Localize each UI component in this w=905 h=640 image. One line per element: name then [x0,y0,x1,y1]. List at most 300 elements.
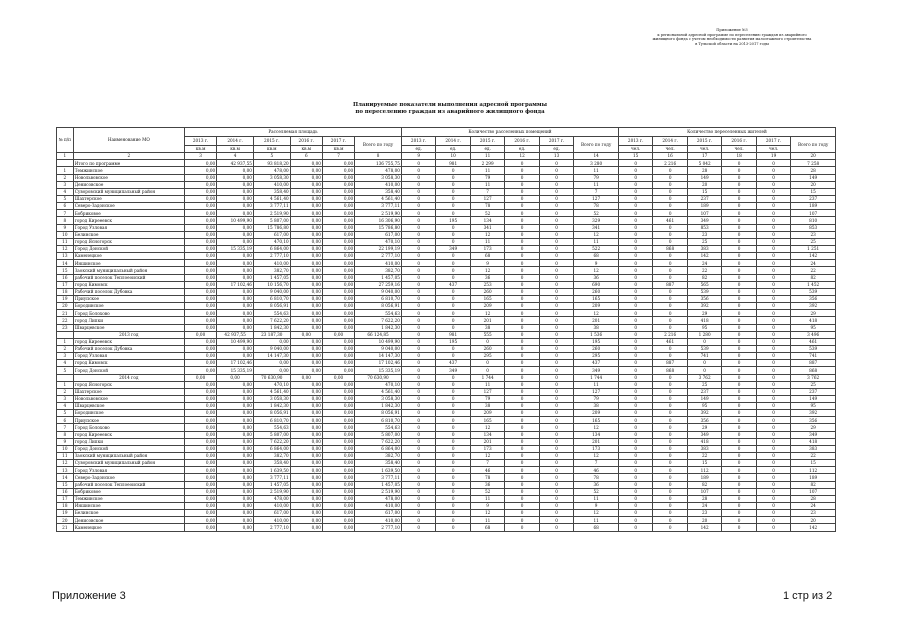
people-cell: 0 [653,395,687,402]
area-total-cell: 478,00 [355,495,402,502]
area-cell: 0,00 [290,338,322,345]
rooms-cell: 0 [401,474,435,481]
municipality-name: Суворовский муниципальный район [73,188,184,195]
table-row [57,288,836,295]
people-cell: 0 [618,374,652,381]
people-cell: 461 [653,217,687,224]
rooms-cell: 0 [539,517,573,524]
area-cell: 0,00 [253,360,290,367]
people-cell: 0 [653,274,687,281]
people-cell: 0 [722,217,756,224]
area-cell: 7 622,20 [253,317,290,324]
area-cell: 0,00 [322,224,354,231]
rooms-cell: 0 [505,410,539,417]
area-cell: 0,00 [290,310,322,317]
people-cell: 0 [722,238,756,245]
people-cell: 0 [722,274,756,281]
rooms-total-cell: 7 [574,460,619,467]
area-cell: 2 519,90 [253,488,290,495]
area-total-cell: 2 777,10 [355,524,402,531]
people-cell: 0 [618,438,652,445]
area-total-cell: 358,40 [355,460,402,467]
area-cell: 0,00 [184,317,216,324]
rooms-total-cell: 78 [574,474,619,481]
rooms-total-header: Всего по году [574,137,619,153]
rooms-total-cell: 12 [574,231,619,238]
area-cell: 0,00 [217,460,254,467]
people-total-cell: 25 [791,238,836,245]
rooms-cell: 0 [436,195,470,202]
people-cell: 0 [756,367,790,374]
people-cell: 0 [722,310,756,317]
rooms-cell: 173 [470,445,504,452]
people-cell: 0 [618,445,652,452]
people-cell: 0 [618,253,652,260]
people-cell: 0 [722,381,756,388]
people-cell: 24 [687,260,721,267]
people-cell: 29 [687,424,721,431]
people-cell: 0 [722,453,756,460]
people-cell: 237 [687,195,721,202]
rooms-cell: 0 [505,224,539,231]
rooms-cell: 0 [436,253,470,260]
row-number: 13 [57,467,74,474]
area-cell: 0,00 [290,188,322,195]
municipality-name: город Ясногорск [73,381,184,388]
rooms-cell: 68 [470,253,504,260]
area-cell: 0,00 [217,167,254,174]
row-number: 15 [57,267,74,274]
area-cell: 6 810,70 [253,417,290,424]
row-number: 19 [57,510,74,517]
rooms-cell: 0 [539,467,573,474]
rooms-cell: 0 [401,524,435,531]
rooms-cell: 0 [505,381,539,388]
people-cell: 5 042 [687,160,721,167]
people-cell: 0 [756,524,790,531]
row-number: 20 [57,303,74,310]
people-cell: 0 [653,503,687,510]
rooms-cell: 0 [401,410,435,417]
area-cell: 0,00 [184,374,216,381]
area-cell: 8 056,91 [253,303,290,310]
area-cell: 0,00 [184,338,216,345]
rooms-cell: 0 [505,510,539,517]
rooms-cell: 0 [401,253,435,260]
area-cell: 0,00 [322,295,354,302]
rooms-cell: 11 [470,381,504,388]
municipality-name: рабочий поселок Теплоеоиский [73,274,184,281]
people-cell: 0 [653,353,687,360]
people-total-cell: 392 [791,410,836,417]
table-row [57,424,836,431]
rooms-cell: 0 [436,295,470,302]
municipality-name: Новольвовское [73,174,184,181]
rooms-cell: 0 [401,495,435,502]
rooms-cell: 0 [505,495,539,502]
area-cell: 0,00 [322,381,354,388]
rooms-cell: 0 [505,345,539,352]
municipality-name: Город Узловая [73,467,184,474]
area-cell: 1 457,05 [253,274,290,281]
area-cell: 0,00 [322,274,354,281]
people-cell: 0 [618,417,652,424]
rooms-cell: 0 [436,381,470,388]
area-cell: 0,00 [290,231,322,238]
area-cell: 0,00 [184,438,216,445]
people-cell: 0 [653,195,687,202]
row-number: 5 [57,195,74,202]
rooms-total-cell: 329 [574,217,619,224]
area-cell: 3 058,30 [253,174,290,181]
people-cell: 95 [687,403,721,410]
rooms-cell: 0 [401,460,435,467]
rooms-cell: 0 [505,374,539,381]
area-cell: 0,00 [217,210,254,217]
row-number: 7 [57,424,74,431]
rooms-total-cell: 3 280 [574,160,619,167]
table-row [57,160,836,167]
rooms-cell: 11 [470,238,504,245]
rooms-total-cell: 11 [574,381,619,388]
rooms-unit-header: ед. [436,146,470,153]
people-cell: 0 [687,360,721,367]
area-total-cell: 410,00 [355,517,402,524]
area-cell: 0,00 [217,231,254,238]
area-cell: 0,00 [184,474,216,481]
rooms-cell: 0 [539,524,573,531]
people-total-cell: 356 [791,295,836,302]
area-cell: 0,00 [290,460,322,467]
people-total-cell: 3 496 [791,331,836,338]
area-cell: 15 335,19 [217,245,254,252]
people-cell: 0 [722,188,756,195]
rooms-total-cell: 68 [574,253,619,260]
people-cell: 0 [618,460,652,467]
people-cell: 0 [722,288,756,295]
rooms-cell: 11 [470,167,504,174]
area-total-cell: 4 561,40 [355,195,402,202]
people-cell: 0 [653,481,687,488]
area-cell: 0,00 [290,238,322,245]
area-cell: 0,00 [290,267,322,274]
rooms-cell: 0 [401,167,435,174]
people-cell: 0 [756,360,790,367]
row-number: 1 [57,338,74,345]
people-cell: 0 [756,431,790,438]
area-cell: 0,00 [217,253,254,260]
area-cell: 0,00 [217,438,254,445]
rooms-cell: 201 [470,317,504,324]
people-cell: 0 [756,195,790,202]
rooms-cell: 253 [470,281,504,288]
rooms-cell: 0 [505,160,539,167]
area-cell: 0,00 [217,224,254,231]
area-cell: 0,00 [184,467,216,474]
people-cell: 0 [653,388,687,395]
rooms-cell: 0 [505,260,539,267]
people-cell: 0 [756,174,790,181]
area-total-cell: 3 058,30 [355,395,402,402]
rooms-cell: 0 [539,331,573,338]
area-cell: 0,00 [217,274,254,281]
rooms-cell: 0 [401,438,435,445]
people-cell: 0 [618,238,652,245]
area-cell: 0,00 [184,403,216,410]
people-cell: 0 [722,167,756,174]
area-cell: 0,00 [217,410,254,417]
people-cell: 0 [722,331,756,338]
table-row [57,345,836,352]
rooms-unit-header: ед. [470,146,504,153]
area-cell: 0,00 [322,303,354,310]
people-cell: 0 [618,331,652,338]
rooms-cell: 0 [436,388,470,395]
rooms-cell: 0 [539,510,573,517]
area-cell: 0,00 [217,431,254,438]
area-cell: 0,00 [290,317,322,324]
people-cell: 0 [756,160,790,167]
row-number: 10 [57,445,74,452]
area-cell: 0,00 [290,174,322,181]
area-cell: 0,00 [290,281,322,288]
area-cell: 0,00 [217,310,254,317]
rooms-cell: 12 [470,231,504,238]
area-cell: 0,00 [184,210,216,217]
area-cell: 0,00 [322,195,354,202]
area-cell: 10 499,90 [217,338,254,345]
people-cell: 189 [687,474,721,481]
area-cell: 0,00 [217,381,254,388]
rooms-total-cell: 12 [574,424,619,431]
row-number: 2 [57,388,74,395]
rooms-cell: 36 [470,481,504,488]
table-row [57,274,836,281]
row-number: 2 [57,345,74,352]
area-year-header: 2016 г. [290,137,322,146]
area-cell: 0,00 [322,445,354,452]
rooms-cell: 437 [436,281,470,288]
column-number: 4 [217,153,254,160]
area-cell: 0,00 [217,481,254,488]
area-cell: 0,00 [184,245,216,252]
area-cell: 554,63 [253,424,290,431]
people-cell: 0 [618,267,652,274]
row-number: 12 [57,460,74,467]
rooms-cell: 0 [505,474,539,481]
rooms-cell: 0 [539,245,573,252]
area-cell: 0,00 [322,360,354,367]
table-row [57,353,836,360]
area-cell: 0,00 [322,253,354,260]
row-number: 8 [57,217,74,224]
area-cell: 0,00 [322,495,354,502]
people-cell: 0 [722,467,756,474]
rooms-cell: 0 [436,288,470,295]
area-cell: 0,00 [290,510,322,517]
people-cell: 107 [687,488,721,495]
area-cell: 0,00 [217,203,254,210]
area-cell: 410,00 [253,517,290,524]
rooms-cell: 0 [539,160,573,167]
area-cell: 358,40 [253,188,290,195]
rooms-cell: 0 [401,324,435,331]
rooms-cell: 0 [401,338,435,345]
area-cell: 554,63 [253,310,290,317]
area-cell: 0,00 [322,488,354,495]
rooms-cell: 0 [505,181,539,188]
people-cell: 0 [722,160,756,167]
row-number: 1 [57,167,74,174]
people-cell: 0 [618,245,652,252]
municipality-name: Город Донской [73,367,184,374]
table-row [57,495,836,502]
municipality-name: город Липки [73,317,184,324]
area-cell: 0,00 [322,481,354,488]
rooms-cell: 0 [436,310,470,317]
area-cell: 0,00 [290,495,322,502]
area-cell: 8 056,91 [253,410,290,417]
people-total-cell: 810 [791,217,836,224]
rooms-cell: 0 [505,488,539,495]
area-cell: 0,00 [290,210,322,217]
rooms-cell: 0 [401,181,435,188]
people-cell: 0 [618,260,652,267]
municipality-name: Белинское [73,510,184,517]
area-total-cell: 358,40 [355,188,402,195]
rooms-total-cell: 9 [574,260,619,267]
people-cell: 356 [687,417,721,424]
area-cell: 0,00 [322,231,354,238]
area-total-cell: 1 842,30 [355,403,402,410]
rooms-cell: 12 [470,310,504,317]
people-total-cell: 29 [791,424,836,431]
people-total-cell: 22 [791,267,836,274]
area-cell: 0,00 [217,345,254,352]
rooms-cell: 0 [436,524,470,531]
footer-appendix-label: Приложение 3 [52,590,126,602]
area-cell: 0,00 [184,453,216,460]
people-cell: 0 [653,260,687,267]
people-cell: 0 [722,260,756,267]
area-cell: 0,00 [184,417,216,424]
rooms-total-cell: 46 [574,467,619,474]
rooms-cell: 0 [539,388,573,395]
row-number: 16 [57,488,74,495]
area-cell: 0,00 [290,524,322,531]
rooms-total-cell: 209 [574,303,619,310]
people-cell: 0 [618,231,652,238]
people-cell: 0 [756,445,790,452]
people-year-header: 2017 г. [756,137,790,146]
rooms-cell: 46 [470,467,504,474]
people-cell: 0 [756,181,790,188]
area-cell: 358,40 [253,460,290,467]
area-cell: 3 777,11 [253,203,290,210]
people-total-cell: 23 [791,510,836,517]
people-cell: 0 [722,338,756,345]
people-cell: 0 [722,460,756,467]
people-cell: 0 [756,281,790,288]
rooms-cell: 11 [470,495,504,502]
municipality-name: Северо-Задонское [73,474,184,481]
area-cell: 0,00 [184,331,216,338]
rooms-total-cell: 38 [574,324,619,331]
people-cell: 0 [653,445,687,452]
rooms-cell: 0 [401,281,435,288]
area-cell: 0,00 [217,174,254,181]
area-cell: 0,00 [217,317,254,324]
people-cell: 0 [722,374,756,381]
municipality-name: город Кимовск [73,281,184,288]
area-cell: 6 864,00 [253,445,290,452]
area-cell: 15 335,19 [217,367,254,374]
rooms-total-cell: 11 [574,181,619,188]
rooms-cell: 0 [401,403,435,410]
rooms-cell: 0 [505,303,539,310]
rooms-cell: 0 [470,360,504,367]
rooms-total-cell: 12 [574,267,619,274]
municipality-name: Новольвовское [73,395,184,402]
rooms-cell: 0 [401,360,435,367]
area-cell: 0,00 [217,374,254,381]
people-cell: 0 [618,217,652,224]
area-cell: 0,00 [184,281,216,288]
area-cell: 0,00 [322,403,354,410]
row-number: 18 [57,288,74,295]
area-cell: 0,00 [322,474,354,481]
rooms-cell: 0 [401,310,435,317]
municipality-name: Рабочий поселок Дубовка [73,288,184,295]
area-year-header: 2014 г. [217,137,254,146]
rooms-total-cell: 165 [574,417,619,424]
rooms-cell: 0 [505,288,539,295]
people-cell: 0 [618,353,652,360]
area-total-cell: 554,63 [355,310,402,317]
rooms-cell: 38 [470,324,504,331]
area-cell: 0,00 [322,238,354,245]
people-cell: 0 [618,317,652,324]
people-cell: 0 [722,403,756,410]
program-indicators-table [56,127,836,532]
area-cell: 0,00 [184,195,216,202]
municipality-name: Город Донской [73,245,184,252]
area-cell: 0,00 [184,295,216,302]
people-cell: 0 [618,303,652,310]
rooms-cell: 0 [505,253,539,260]
table-row [57,367,836,374]
rooms-cell: 0 [539,260,573,267]
rooms-cell: 0 [539,345,573,352]
table-row [57,245,836,252]
column-number: 8 [355,153,402,160]
people-cell: 868 [653,367,687,374]
rooms-cell: 0 [436,510,470,517]
people-cell: 0 [722,517,756,524]
people-cell: 383 [687,445,721,452]
people-cell: 0 [756,388,790,395]
area-year-header: 2015 г. [253,137,290,146]
municipality-name: город Кирееевск [73,338,184,345]
area-cell: 0,00 [184,238,216,245]
rooms-cell: 0 [505,310,539,317]
people-cell: 0 [756,503,790,510]
rooms-cell: 0 [436,174,470,181]
people-cell: 0 [722,481,756,488]
table-row [57,338,836,345]
rooms-cell: 0 [436,267,470,274]
row-number: 9 [57,438,74,445]
